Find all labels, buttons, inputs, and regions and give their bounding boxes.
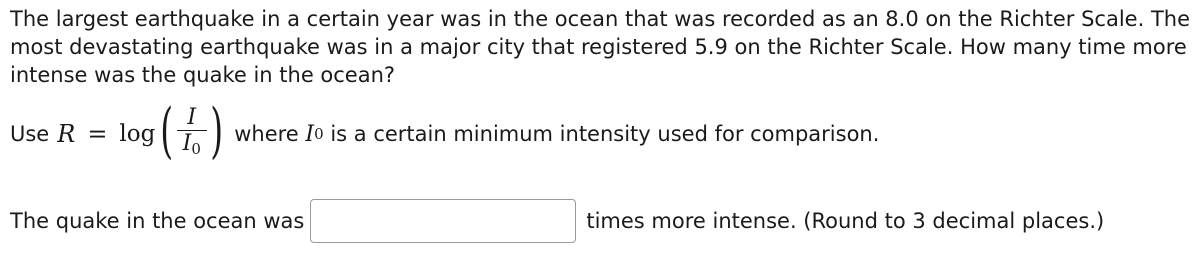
formula-explanation xyxy=(234,122,879,147)
formula-prefix: Use xyxy=(10,122,50,146)
explanation-var xyxy=(305,122,323,147)
denominator-base: I xyxy=(182,131,192,157)
problem-statement: The largest earthquake in a certain year was in the ocean that was recorded as an 8.0 on the Richter Scale. The most devastating earthquake was in a major city that registered 5.9 on the Richter Scale. How many time more intense was the quake in the ocean? xyxy=(10,7,1190,87)
explanation-post: is a certain minimum intensity used for comparison. xyxy=(330,121,880,146)
answer-prefix: The quake in the ocean was xyxy=(10,209,305,233)
left-paren: ( xyxy=(160,96,174,166)
formula-line xyxy=(10,94,879,174)
answer-line xyxy=(10,196,1104,246)
formula-log: log xyxy=(119,121,156,147)
right-paren: ) xyxy=(210,96,223,166)
fraction-denominator xyxy=(183,131,201,162)
richter-formula xyxy=(57,96,228,166)
answer-suffix: times more intense. (Round to 3 decimal places.) xyxy=(586,209,1105,233)
explanation-var-sub: 0 xyxy=(314,125,324,143)
formula-equals: = xyxy=(87,120,108,148)
fraction-numerator: I xyxy=(187,104,197,130)
formula-lhs: R xyxy=(57,120,76,148)
explanation-var-base: I xyxy=(305,121,315,147)
denominator-subscript: 0 xyxy=(191,140,201,159)
formula-fraction xyxy=(177,106,207,163)
answer-input[interactable] xyxy=(310,199,576,243)
explanation-pre: where xyxy=(234,121,299,146)
